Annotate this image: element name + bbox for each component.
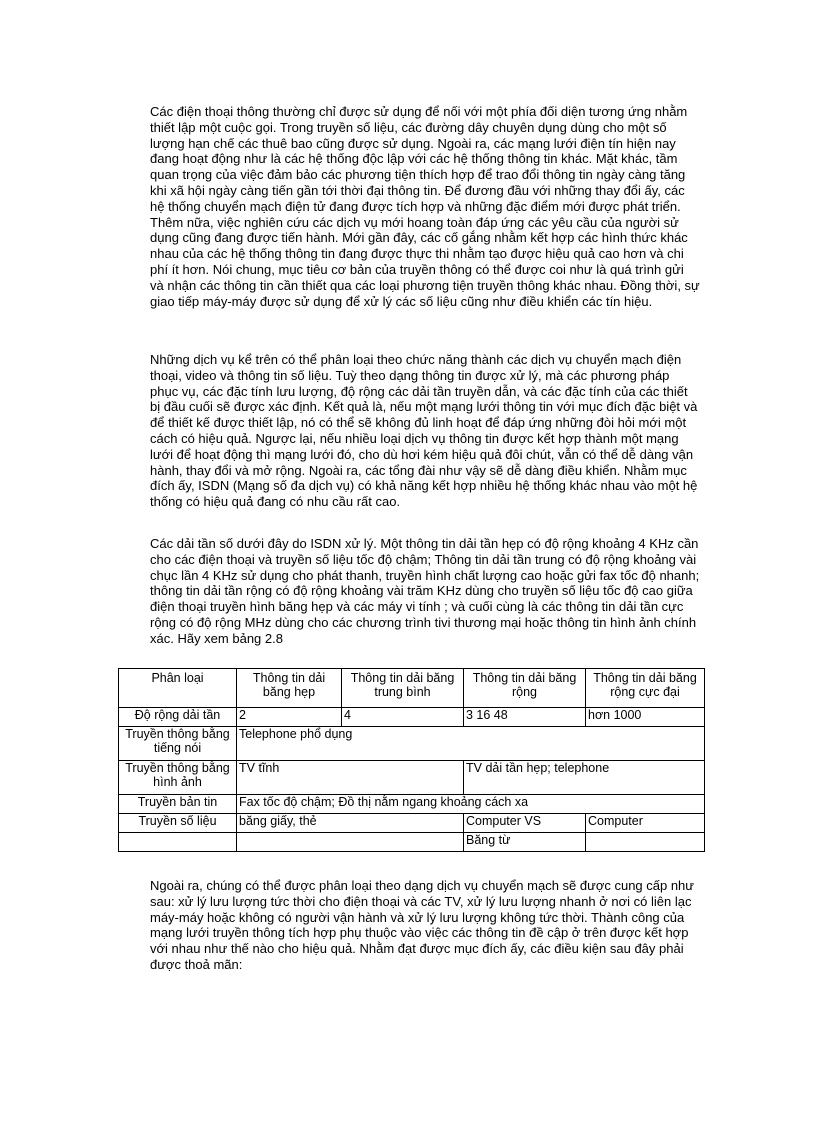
row-label-image: Truyền thông bằng hình ảnh [119,761,237,795]
cell-extra-wide: Băng từ [464,833,586,852]
table-row [119,833,705,852]
table-row [119,761,705,795]
cell-bandwidth-ultra: hơn 1000 [586,708,705,727]
bandwidth-table [118,668,705,852]
header-wideband: Thông tin dải băng rộng [464,669,586,708]
table-row [119,708,705,727]
cell-image-left: TV tĩnh [237,761,464,795]
row-label-voice: Truyền thông bằng tiếng nói [119,727,237,761]
cell-empty [237,833,464,852]
paragraph-intro: Các điện thoại thông thường chỉ được sử dụng để nối với một phía đối diện tương ứng nhằm thiết lập một cuộc gọi. Trong truyền số liệu, các đường dây chuyên dụng dùng cho một số lượng hạn chế các thuê bao cũng được sử dụng. Ngoài ra, các mạng lưới điện tín hiện nay đang hoạt động như là các hệ thống độc lập với các hệ thống thông tin khác. Mặt khác, tầm quan trọng của việc đảm bảo các phương tiện thích hợp để trao đổi thông tin ngày càng tăng khi xã hội ngày càng tiến gần tới thời đại thông tin. Để đương đầu với những thay đổi ấy, các hệ thống chuyển mạch điện tử đang được tích hợp và những đặc điểm mới được phát triển. Thêm nữa, việc nghiên cứu các dịch vụ mới hoang toàn đáp ứng các yêu cầu của người sử dụng cũng đang được tiến hành. Mới gần đây, các cố gắng nhằm kết hợp các hình thức khác nhau của các hệ thống thông tin đang được thực thi nhằm tạo được hiệu quả cao hơn và chi phí ít hơn. Nói chung, mục tiêu cơ bản của truyền thông có thể được coi như là quá trình gửi và nhận các thông tin cần thiết qua các loại phương tiện truyền thông khác nhau. Đồng thời, sự giao tiếp máy-máy được sử dụng để xử lý các số liệu cũng như điều khiển các tín hiệu. [150,104,700,309]
cell-bandwidth-medium: 4 [342,708,464,727]
table-row [119,814,705,833]
cell-image-right: TV dải tần hẹp; telephone [464,761,705,795]
header-mediumband: Thông tin dải băng trung bình [342,669,464,708]
header-category: Phân loại [119,669,237,708]
table-row [119,727,705,761]
paragraph-conditions: Ngoài ra, chúng có thể được phân loại theo dạng dịch vụ chuyển mạch sẽ được cung cấp như sau: xử lý lưu lượng tức thời cho điện thoại và các TV, xử lý lưu lượng nhanh ở nơi có liên lạc máy-máy hoặc không có người vận hành và xử lý lưu lượng không tức thời. Thành công của mạng lưới truyền thông tích hợp phụ thuộc vào việc các thông tin đề cập ở trên được kết hợp với nhau như thế nào cho hiệu quả. Nhằm đạt được mục đích ấy, các điều kiện sau đây phải được thoả mãn: [150,878,694,972]
paragraph-bandwidth: Các dải tần số dưới đây do ISDN xử lý. Một thông tin dải tần hẹp có độ rộng khoảng 4 KHz cần cho các điện thoại và truyền số liệu tốc độ chậm; Thông tin dải tần trung có độ rộng khoảng vài chục lần 4 KHz sử dụng cho phát thanh, truyền hình chất lượng cao hoặc gửi fax tốc độ nhanh; thông tin dải tần rộng có độ rộng khoảng vài trăm KHz dùng cho truyền số liệu tốc độ cao giữa điện thoại truyền hình băng hẹp và các máy vi tính ; và cuối cùng là các thông tin dải tần cực rộng có độ rộng MHz dùng cho các chương trình tivi thương mại hoặc thông tin hình ảnh chính xác. Hãy xem bảng 2.8 [150,536,700,646]
row-label-text: Truyền bản tin [119,795,237,814]
cell-empty [119,833,237,852]
cell-data-ultra: Computer [586,814,705,833]
paragraph-services: Những dịch vụ kể trên có thể phân loại theo chức năng thành các dịch vụ chuyển mạch điện thoại, video và thông tin số liệu. Tuỳ theo dạng thông tin được xử lý, mà các phương pháp phục vụ, các đặc tính lưu lượng, độ rộng các dải tần truyền dẫn, và các đặc tính của các thiết bị đầu cuối sẽ được xác định. Kết quả là, nếu một mạng lưới thông tin với mục đích đặc biệt và để thiết kế được thiết lập, nó có thể sẽ không đủ linh hoạt để đáp ứng những đòi hỏi mới một cách có hiệu quả. Ngược lại, nếu nhiều loại dịch vụ thông tin được kết hợp thành một mạng lưới để hoạt động thì mạng lưới đó, cho dù hơi kém hiệu quả đôi chút, vẫn có thể dễ dàng vận hành, thay đổi và mở rộng. Ngoài ra, các tổng đài như vậy sẽ dễ dàng điều khiển. Nhằm mục đích ấy, ISDN (Mạng số đa dịch vụ) có khả năng kết hợp nhiều hệ thống khác nhau vào một hệ thống có hiệu quả đang có nhu cầu rất cao. [150,352,698,510]
row-label-data: Truyền số liệu [119,814,237,833]
header-narrowband: Thông tin dải băng hẹp [237,669,342,708]
cell-text: Fax tốc độ chậm; Đồ thị nằm ngang khoảng cách xa [237,795,705,814]
cell-data-wide: Computer VS [464,814,586,833]
header-ultra-wideband: Thông tin dải băng rộng cực đại [586,669,705,708]
row-label-bandwidth: Độ rộng dải tần [119,708,237,727]
table-header-row [119,669,705,708]
cell-bandwidth-narrow: 2 [237,708,342,727]
cell-voice: Telephone phổ dụng [237,727,705,761]
cell-empty [586,833,705,852]
table-row [119,795,705,814]
cell-data-narrow: băng giấy, thẻ [237,814,464,833]
cell-bandwidth-wide: 3 16 48 [464,708,586,727]
